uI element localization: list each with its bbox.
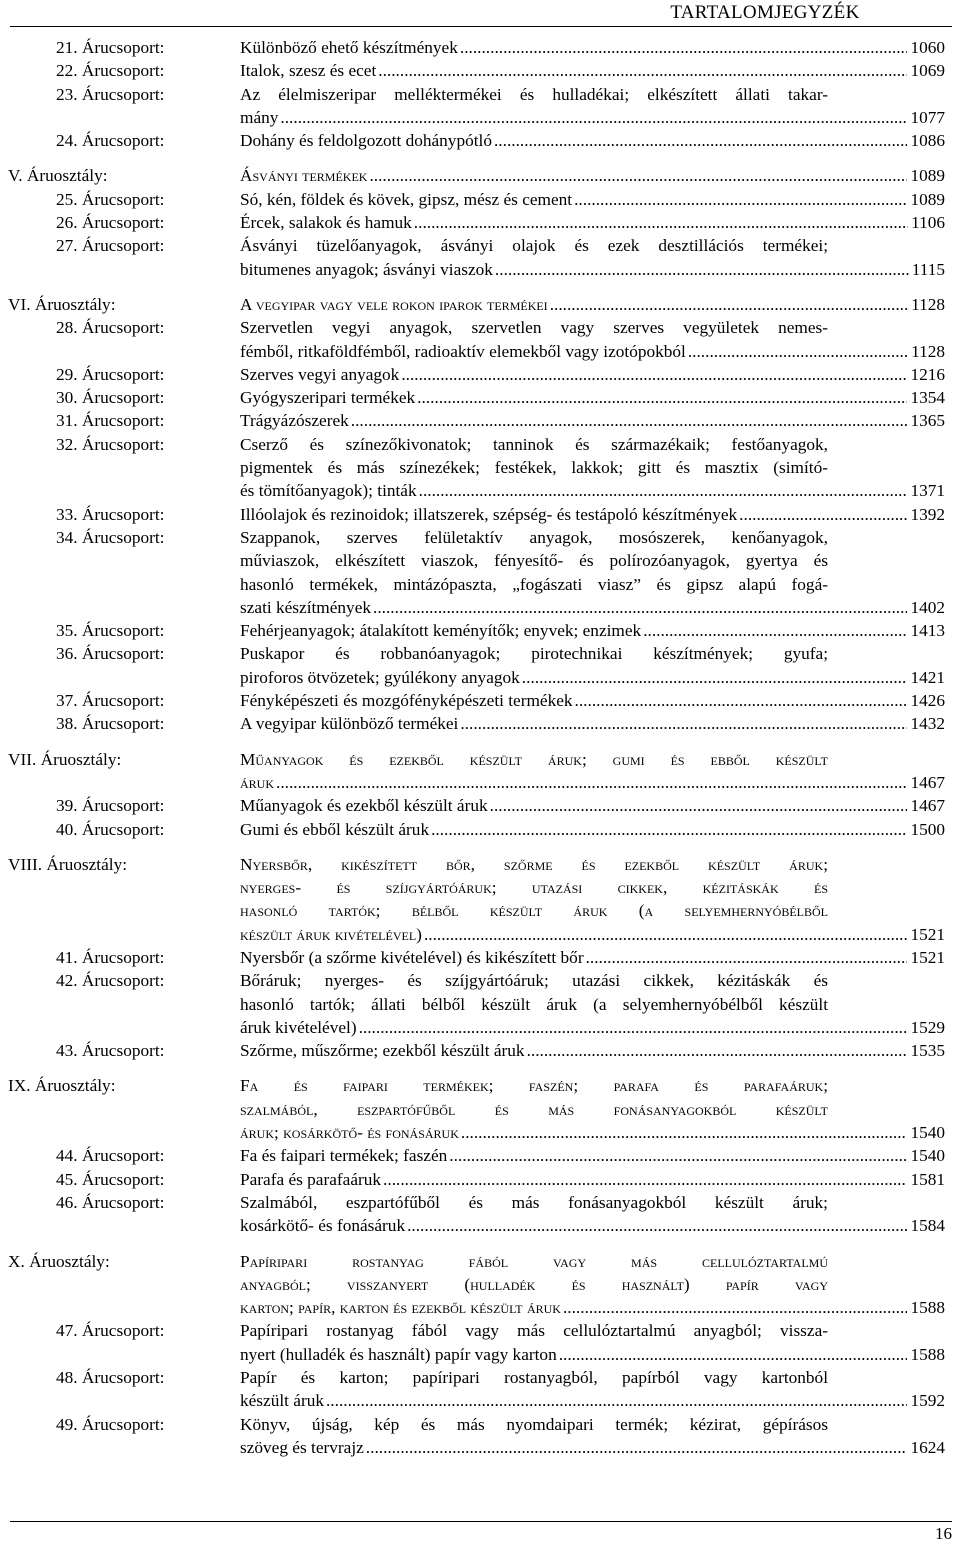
dot-leader [359, 1016, 908, 1039]
toc-entry-label: 30. Árucsoport: [56, 388, 165, 408]
dot-leader [373, 596, 907, 619]
toc-page-number[interactable]: 1115 [911, 259, 945, 279]
toc-entry-title-line: karton; papír, karton és ezekből készült áruk [240, 1298, 561, 1318]
toc-division-entry[interactable] [0, 853, 960, 946]
toc-entry-label: 36. Árucsoport: [56, 644, 165, 664]
toc-entry-title [240, 1168, 945, 1191]
toc-entry-title [240, 1039, 945, 1062]
toc-entry-title [240, 1319, 945, 1366]
toc-entry-title-line: műviaszok, elkészített viaszok, fényesítő- és polírozóanyagok, gyertya és [240, 551, 828, 571]
toc-page-number[interactable]: 1128 [911, 294, 945, 314]
toc-entry-title [240, 129, 945, 152]
toc-entry-title [240, 188, 945, 211]
toc-entry-label: 49. Árucsoport: [56, 1414, 165, 1434]
toc-entry-title [240, 794, 945, 817]
toc-entry-label: 27. Árucsoport: [56, 236, 165, 256]
toc-entry-label: 43. Árucsoport: [56, 1041, 165, 1061]
toc-entry-title [240, 1191, 945, 1238]
toc-entry-title-line: Különböző ehető készítmények [240, 38, 458, 57]
toc-entry-title-line: A vegyipar különböző termékei [240, 714, 459, 734]
toc-entry-label: IX. Áruosztály: [8, 1076, 116, 1096]
toc-entry-title-line: Parafa és parafaáruk [240, 1169, 382, 1189]
toc-entry-label: 22. Árucsoport: [56, 61, 165, 81]
toc-entry-title [240, 969, 945, 1039]
toc-page-number[interactable]: 1521 [910, 947, 945, 967]
toc-division-entry[interactable] [0, 1250, 960, 1320]
dot-leader [739, 503, 907, 526]
running-header: TARTALOMJEGYZÉK [670, 2, 860, 23]
toc-entry-title [240, 689, 945, 712]
toc-entry-title-line: Só, kén, földek és kövek, gipsz, mész és cement [240, 189, 573, 209]
toc-entry-label: 40. Árucsoport: [56, 819, 165, 839]
toc-entry[interactable] [0, 36, 960, 59]
toc-entry-label: 41. Árucsoport: [56, 947, 165, 967]
toc-entry-title-line: Italok, szesz és ecet [240, 61, 377, 81]
dot-leader [326, 1389, 907, 1412]
toc-entry-title-line: Gumi és ebből készült áruk [240, 819, 430, 839]
toc-entry-title-line: Gyógyszeripari termékek [240, 388, 416, 408]
dot-leader [559, 1343, 908, 1366]
toc-entry-title-line: szöveg és tervrajz [240, 1437, 364, 1457]
toc-entry-label: 33. Árucsoport: [56, 504, 165, 524]
toc-entry[interactable] [0, 1191, 960, 1238]
toc-entry[interactable] [0, 386, 960, 409]
toc-page-number[interactable]: 1500 [910, 819, 945, 839]
dot-leader [574, 188, 907, 211]
toc-entry-label: 38. Árucsoport: [56, 714, 165, 734]
dot-leader [550, 293, 908, 316]
toc-page-number[interactable]: 1086 [910, 131, 945, 151]
toc-entry[interactable] [0, 818, 960, 841]
toc-page-number[interactable]: 1426 [910, 691, 945, 711]
toc-entry-title [240, 853, 945, 946]
toc-page-number[interactable]: 1089 [910, 166, 945, 186]
toc-entry-title-line: Ásványi termékek [240, 166, 368, 186]
toc-entry-label: 21. Árucsoport: [56, 38, 165, 57]
toc-entry-title-line: Trágyázószerek [240, 411, 349, 431]
dot-leader [280, 106, 907, 129]
toc-entry[interactable] [0, 211, 960, 234]
toc-entry-title-line: Műanyagok és ezekből készült áruk; gumi és ebből készült [240, 749, 828, 769]
toc-entry-label: 23. Árucsoport: [56, 84, 165, 104]
toc-entry-title-line: bitumenes anyagok; ásványi viaszok [240, 259, 493, 279]
toc-entry-title-line: Fa és faipari termékek; faszén; parafa és parafaáruk; [240, 1076, 828, 1096]
toc-entry[interactable] [0, 794, 960, 817]
toc-entry-title-line: mány [240, 107, 279, 127]
toc-entry-title [240, 642, 945, 689]
toc-entry-title-line: Műanyagok és ezekből készült áruk [240, 796, 488, 816]
toc-entry-label: 35. Árucsoport: [56, 621, 165, 641]
toc-page-number[interactable]: 1592 [910, 1391, 945, 1411]
toc-entry[interactable] [0, 59, 960, 82]
toc-entry-title [240, 818, 945, 841]
toc-entry-title [240, 409, 945, 432]
toc-entry-title [240, 36, 945, 59]
toc-entry[interactable] [0, 526, 960, 619]
toc-entry-title-line: Papíripari rostanyag fából vagy más cellulóztartalmú anyagból; vissza- [240, 1321, 828, 1341]
toc-entry-title-line: áruk kivételével) [240, 1017, 357, 1037]
toc-entry-title-line: Ásványi tüzelőanyagok, ásványi olajok és ezek desztillációs termékei; [240, 236, 828, 256]
toc-page-number[interactable]: 1371 [910, 481, 945, 501]
dot-leader [490, 794, 908, 817]
toc-entry[interactable] [0, 316, 960, 363]
toc-page-number[interactable]: 1624 [910, 1437, 945, 1457]
toc-entry[interactable] [0, 619, 960, 642]
dot-leader [407, 1214, 907, 1237]
toc-page-number[interactable]: 1467 [910, 796, 945, 816]
toc-entry-title-line: áruk; kosárkötő- és fonásáruk [240, 1123, 459, 1143]
toc-entry-title [240, 316, 945, 363]
toc-entry[interactable] [0, 234, 960, 281]
toc-entry-title [240, 712, 945, 735]
toc-entry-title [240, 293, 945, 316]
dot-leader [563, 1296, 907, 1319]
dot-leader [449, 1144, 907, 1167]
dot-leader [351, 409, 908, 432]
toc-entry[interactable] [0, 129, 960, 152]
toc-entry-title [240, 619, 945, 642]
toc-entry-label: 48. Árucsoport: [56, 1368, 165, 1388]
dot-leader [527, 1039, 908, 1062]
toc-page-number[interactable]: 1354 [910, 388, 945, 408]
toc-page-number[interactable]: 1540 [910, 1146, 945, 1166]
toc-entry-title-line: Dohány és feldolgozott dohánypótló [240, 131, 492, 151]
dot-leader [461, 1121, 908, 1144]
dot-leader [643, 619, 907, 642]
toc-entry-label: 37. Árucsoport: [56, 691, 165, 711]
toc-entry[interactable] [0, 1413, 960, 1460]
toc-entry-title-line: készült áruk [240, 1391, 324, 1411]
toc-division-entry[interactable] [0, 748, 960, 795]
toc-entry[interactable] [0, 1319, 960, 1366]
dot-leader [586, 946, 908, 969]
toc-entry-label: 47. Árucsoport: [56, 1321, 165, 1341]
toc-entry-label: 26. Árucsoport: [56, 213, 165, 233]
toc-entry[interactable] [0, 712, 960, 735]
toc-entry-title [240, 59, 945, 82]
toc-entry-title-line: Papír és karton; papíripari rostanyagból, papírból vagy kartonból [240, 1368, 828, 1388]
toc-page-number[interactable]: 1077 [910, 107, 945, 127]
table-of-contents [0, 36, 960, 1459]
toc-entry[interactable] [0, 83, 960, 130]
toc-entry[interactable] [0, 969, 960, 1039]
toc-entry-title [240, 363, 945, 386]
toc-page-number[interactable]: 1540 [910, 1123, 945, 1143]
dot-leader [383, 1168, 907, 1191]
toc-entry-label: 34. Árucsoport: [56, 527, 165, 547]
toc-entry[interactable] [0, 946, 960, 969]
toc-entry-label: 24. Árucsoport: [56, 131, 165, 151]
dot-leader [401, 363, 907, 386]
dot-leader [460, 712, 907, 735]
dot-leader [460, 36, 908, 59]
dot-leader [424, 923, 908, 946]
toc-page-number[interactable]: 1432 [910, 714, 945, 734]
toc-page-number[interactable]: 1106 [911, 213, 945, 233]
toc-page-number[interactable]: 1584 [910, 1216, 945, 1236]
toc-entry-title [240, 1144, 945, 1167]
dot-leader [369, 164, 907, 187]
toc-page-number[interactable]: 1413 [910, 621, 945, 641]
toc-entry-label: X. Áruosztály: [8, 1251, 110, 1271]
toc-entry-title [240, 211, 945, 234]
toc-entry-title [240, 234, 945, 281]
toc-entry-label: VI. Áruosztály: [8, 294, 116, 314]
dot-leader [575, 689, 908, 712]
toc-page-number[interactable]: 1060 [910, 38, 945, 57]
toc-entry-title [240, 1074, 945, 1144]
toc-entry-title-line: Szervetlen vegyi anyagok, szervetlen vagy szerves vegyületek nemes- [240, 318, 828, 338]
header-rule [10, 26, 952, 27]
toc-entry-title-line: Fényképészeti és mozgófényképészeti termékek [240, 691, 573, 711]
toc-entry[interactable] [0, 689, 960, 712]
page-number: 16 [935, 1524, 952, 1543]
toc-page-number[interactable]: 1069 [910, 61, 945, 81]
toc-entry[interactable] [0, 363, 960, 386]
toc-entry-label: 29. Árucsoport: [56, 364, 165, 384]
toc-entry-label: 45. Árucsoport: [56, 1169, 165, 1189]
toc-entry-title [240, 1366, 945, 1413]
dot-leader [366, 1436, 908, 1459]
toc-page-number[interactable]: 1216 [910, 364, 945, 384]
toc-entry-title [240, 1250, 945, 1320]
dot-leader [417, 386, 907, 409]
toc-entry-title [240, 83, 945, 130]
toc-entry-title-line: Illóolajok és rezinoidok; illatszerek, szépség- és testápoló készítmények [240, 504, 738, 524]
toc-entry-title-line: Puskapor és robbanóanyagok; pirotechnikai készítmények; gyufa; [240, 644, 828, 664]
toc-division-entry[interactable] [0, 293, 960, 316]
toc-entry-title-line: fémből, ritkaföldfémből, radioaktív elemekből vagy izotópokból [240, 341, 686, 361]
dot-leader [495, 258, 909, 281]
toc-entry-title-line: Bőráruk; nyerges- és szíjgyártóáruk; utazási cikkek, kézitáskák és [240, 971, 828, 991]
toc-entry-label: 42. Árucsoport: [56, 971, 165, 991]
toc-entry-title-line: Szalmából, eszpartófűből és más fonásanyagokból készült áruk; [240, 1192, 828, 1212]
toc-page-number[interactable]: 1467 [910, 772, 945, 792]
toc-entry-title-line: hasonló tartók; állati bélből készült áruk (a selyemhernyóbélből készült [240, 994, 828, 1014]
toc-division-entry[interactable] [0, 164, 960, 187]
toc-entry-title-line: hasonló tartók; bélből készült áruk (a selyemhernyóbélből [240, 901, 828, 921]
footer-rule [10, 1521, 952, 1522]
dot-leader [414, 211, 908, 234]
toc-entry-title-line: hasonló termékek, mintázópaszta, „fogászati viasz” és gipsz alapú fogá- [240, 574, 828, 594]
toc-entry-title-line: nyerges- és szíjgyártóáruk; utazási cikkek, kézitáskák és [240, 878, 828, 898]
toc-entry-title-line: Nyersbőr, kikészített bőr, szőrme és ezekből készült áruk; [240, 854, 828, 874]
toc-entry-label: 44. Árucsoport: [56, 1146, 165, 1166]
toc-entry-title-line: Fa és faipari termékek; faszén [240, 1146, 448, 1166]
toc-entry-label: 46. Árucsoport: [56, 1192, 165, 1212]
toc-entry-label: VII. Áruosztály: [8, 749, 122, 769]
toc-entry[interactable] [0, 1144, 960, 1167]
toc-page-number[interactable]: 1588 [910, 1344, 945, 1364]
dot-leader [688, 340, 908, 363]
toc-entry-title-line: Ércek, salakok és hamuk [240, 213, 412, 233]
toc-entry-label: 31. Árucsoport: [56, 411, 165, 431]
toc-entry-title [240, 386, 945, 409]
toc-entry-label: V. Áruosztály: [8, 166, 108, 186]
toc-page-number[interactable]: 1089 [910, 189, 945, 209]
toc-entry-label: 32. Árucsoport: [56, 434, 165, 454]
toc-entry-title-line: készült áruk kivételével) [240, 924, 422, 944]
toc-entry-title-line: Papíripari rostanyag fából vagy más cellulóztartalmú [240, 1251, 828, 1271]
toc-entry-label: 39. Árucsoport: [56, 796, 165, 816]
toc-entry-title-line: kosárkötő- és fonásáruk [240, 1216, 406, 1236]
toc-entry-title-line: anyagból; visszanyert (hulladék és használt) papír vagy [240, 1274, 828, 1294]
toc-entry[interactable] [0, 433, 960, 503]
toc-entry[interactable] [0, 503, 960, 526]
toc-entry-title [240, 748, 945, 795]
toc-entry-title-line: szalmából, eszpartófűből és más fonásanyagokból készült [240, 1099, 828, 1119]
toc-entry-label: 25. Árucsoport: [56, 189, 165, 209]
toc-entry-title-line: A vegyipar vagy vele rokon iparok termékei [240, 294, 548, 314]
toc-entry-title-line: Szerves vegyi anyagok [240, 364, 400, 384]
toc-entry-title-line: és tömítőanyagok); tinták [240, 481, 417, 501]
dot-leader [522, 666, 908, 689]
toc-division-entry[interactable] [0, 1074, 960, 1144]
toc-entry[interactable] [0, 409, 960, 432]
toc-page-number[interactable]: 1521 [910, 924, 945, 944]
toc-entry-title [240, 433, 945, 503]
toc-entry-title-line: piroforos ötvözetek; gyúlékony anyagok [240, 667, 520, 687]
toc-entry-label: VIII. Áruosztály: [8, 854, 128, 874]
toc-entry-title [240, 526, 945, 619]
toc-page-number[interactable]: 1365 [910, 411, 945, 431]
toc-page-number[interactable]: 1581 [910, 1169, 945, 1189]
toc-page-number[interactable]: 1529 [910, 1017, 945, 1037]
toc-entry-title-line: Könyv, újság, kép és más nyomdaipari termék; kézirat, gépírásos [240, 1414, 828, 1434]
toc-entry[interactable] [0, 188, 960, 211]
toc-page-number[interactable]: 1392 [910, 504, 945, 524]
dot-leader [378, 59, 907, 82]
dot-leader [431, 818, 907, 841]
toc-entry-title-line: Az élelmiszeripar melléktermékei és hulladékai; elkészített állati takar- [240, 84, 828, 104]
dot-leader [419, 479, 908, 502]
toc-entry-title-line: pigmentek és más színezékek; festékek, lakkok; gitt és masztix (simító- [240, 458, 828, 478]
toc-entry-title-line: Cserző és színezőkivonatok; tanninok és származékaik; festőanyagok, [240, 434, 828, 454]
dot-leader [494, 129, 907, 152]
toc-entry-title-line: Nyersbőr (a szőrme kivételével) és kikészített bőr [240, 947, 584, 967]
toc-entry-title-line: áruk [240, 772, 275, 792]
toc-entry-title-line: Fehérjeanyagok; átalakított keményítők; enyvek; enzimek [240, 621, 642, 641]
toc-entry-title-line: nyert (hulladék és használt) papír vagy karton [240, 1344, 557, 1364]
toc-page-number[interactable]: 1402 [910, 597, 945, 617]
toc-entry-title-line: Szappanok, szerves felületaktív anyagok, mosószerek, kenőanyagok, [240, 527, 828, 547]
toc-entry-title [240, 503, 945, 526]
toc-entry-title [240, 1413, 945, 1460]
toc-entry[interactable] [0, 1168, 960, 1191]
toc-entry-label: 28. Árucsoport: [56, 318, 165, 338]
toc-entry[interactable] [0, 1039, 960, 1062]
toc-page-number[interactable]: 1128 [911, 341, 945, 361]
toc-entry-title-line: szati készítmények [240, 597, 372, 617]
toc-entry-title [240, 164, 945, 187]
toc-page-number[interactable]: 1535 [910, 1041, 945, 1061]
toc-entry-title-line: Szőrme, műszőrme; ezekből készült áruk [240, 1041, 525, 1061]
toc-entry[interactable] [0, 1366, 960, 1413]
toc-entry-title [240, 946, 945, 969]
toc-page-number[interactable]: 1588 [910, 1298, 945, 1318]
toc-entry[interactable] [0, 642, 960, 689]
toc-page-number[interactable]: 1421 [910, 667, 945, 687]
dot-leader [276, 771, 907, 794]
